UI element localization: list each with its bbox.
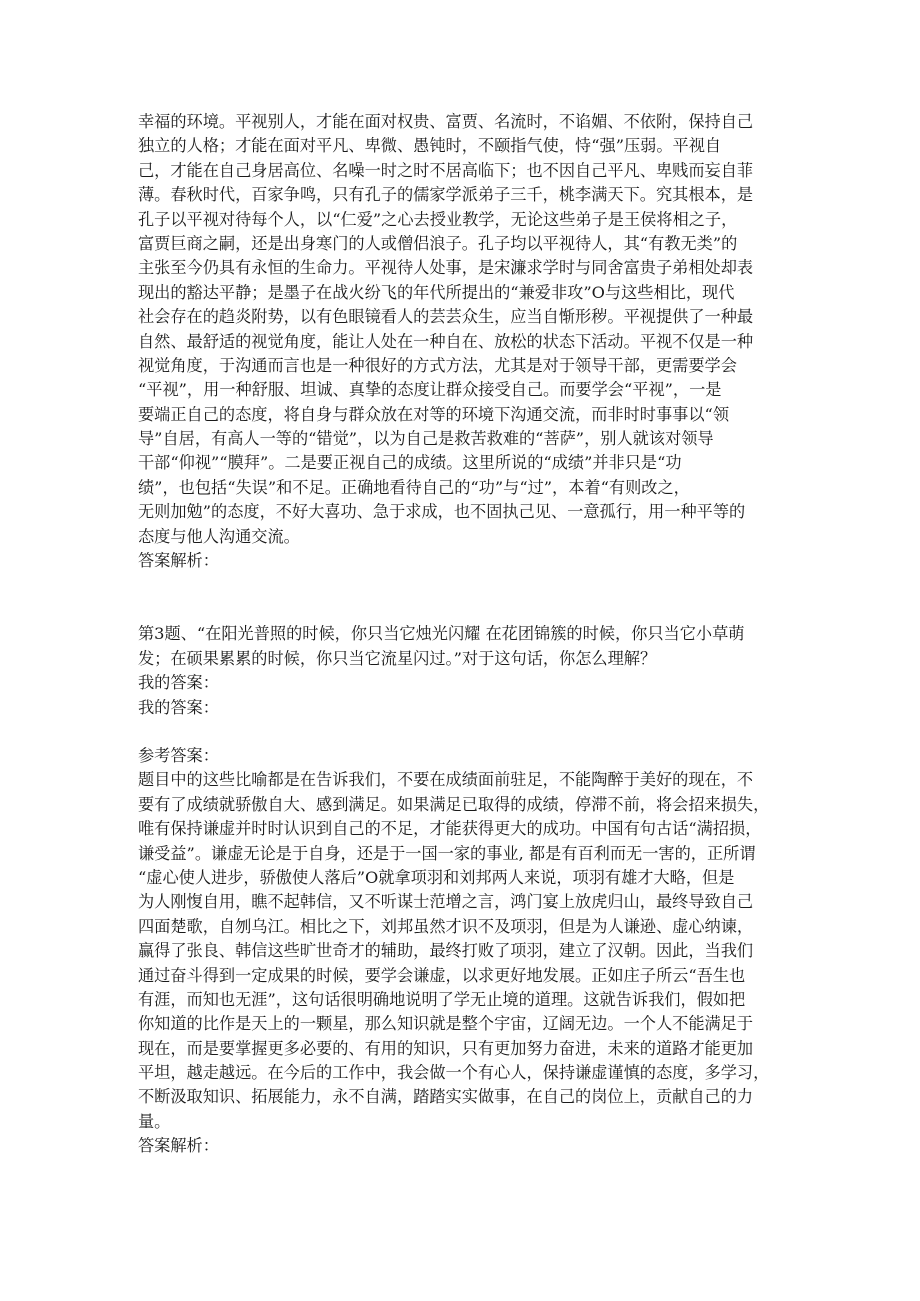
reference-answer-line: 谦受益”。谦虚无论是于自身，还是于一国一家的事业, 都是有百利而无一害的，正所谓: [138, 843, 756, 863]
reference-answer-line: 唯有保持谦虚并时时认识到自己的不足，才能获得更大的成功。中国有句古话“满招损，: [138, 819, 762, 839]
my-answer-label: 我的答案：: [138, 673, 219, 693]
passage-line: 富贾巨商之嗣，还是出身寒门的人或僧侣浪子。孔子均以平视待人，其“有教无类”的: [138, 233, 738, 253]
reference-answer-line: “虚心使人进步，骄傲使人落后”O就拿项羽和刘邦两人来说，项羽有雄才大略，但是: [138, 867, 735, 887]
document-page: [138, 110, 786, 1159]
reference-answer-line: 四面楚歌，自刎乌江。相比之下，刘邦虽然才识不及项羽，但是为人谦逊、虚心纳谏，: [138, 916, 754, 936]
passage-line: “平视”，用一种舒服、坦诚、真挚的态度让群众接受自己。而要学会“平视”，一是: [138, 380, 722, 400]
reference-answer-line: 平坦，越走越远。在今后的工作中，我会做一个有心人，保持谦虚谨慎的态度，多学习，: [138, 1063, 770, 1083]
passage-line: 视觉角度，于沟通而言也是一种很好的方式方法，尤其是对于领导干部，更需要学会: [138, 355, 737, 375]
passage-line: 现出的豁达平静；是墨子在战火纷飞的年代所提出的“兼爱非攻”O与这些相比，现代: [138, 282, 735, 302]
passage-section: [138, 110, 786, 573]
question-text-line: 发；在硕果累累的时候，你只当它流星闪过。”对于这句话，你怎么理解？: [138, 648, 657, 668]
passage-line: 绩”，也包括“失误”和不足。正确地看待自己的“功”与“过”，本着“有则改之，: [138, 477, 690, 497]
question-text-line: 第3题、“在阳光普照的时候，你只当它烛光闪耀 在花团锦簇的时候，你只当它小草萌: [138, 624, 745, 644]
passage-line: 导”自居，有高人一等的“错觉”，以为自己是救苦救难的“菩萨”，别人就该对领导: [138, 429, 714, 449]
reference-answer-line: 有涯，而知也无涯”，这句话很明确地说明了学无止境的道理。这就告诉我们，假如把: [138, 989, 746, 1009]
passage-line: 自然、最舒适的视觉角度，能让人处在一种自在、放松的状态下活动。平视不仅是一种: [138, 331, 754, 351]
passage-line: 主张至今仍具有永恒的生命力。平视待人处事，是宋濂求学时与同舍富贵子弟相处却表: [138, 258, 754, 278]
passage-line: 独立的人格；才能在面对平凡、卑微、愚钝时，不颐指气使，恃“强”压弱。平视自: [138, 136, 722, 156]
my-answer-label: 我的答案：: [138, 697, 219, 717]
question-3-section: [138, 622, 786, 1158]
passage-line: 薄。春秋时代，百家争鸣，只有孔子的儒家学派弟子三千，桃李满天下。究其根本，是: [138, 185, 754, 205]
reference-answer-line: 你知道的比作是天上的一颗星，那么知识就是整个宇宙，辽阔无边。一个人不能满足于: [138, 1014, 754, 1034]
passage-line: 要端正自己的态度，将自身与群众放在对等的环境下沟通交流，而非时时事事以“领: [138, 404, 730, 424]
reference-answer-line: 为人刚愎自用，瞧不起韩信，又不听谋士范增之言，鸿门宴上放虎归山，最终导致自己: [138, 892, 754, 912]
passage-line: 幸福的环境。平视别人，才能在面对权贵、富贾、名流时，不谄媚、不依附，保持自己: [138, 112, 754, 131]
reference-answer-line: 通过奋斗得到一定成果的时候，要学会谦虚，以求更好地发展。正如庄子所云“吾生也: [138, 965, 746, 985]
section-spacer: [138, 573, 786, 622]
passage-line: 无则加勉”的态度，不好大喜功、急于求成，也不固执己见、一意孤行，用一种平等的: [138, 502, 746, 522]
answer-spacer: [138, 720, 786, 744]
reference-answer-line: 要有了成绩就骄傲自大、感到满足。如果满足已取得的成绩，停滞不前，将会招来损失，: [138, 794, 770, 814]
answer-analysis-label: 答案解析：: [138, 551, 219, 571]
answer-analysis-label: 答案解析：: [138, 1136, 219, 1156]
passage-line: 己，才能在自己身居高位、名噪一时之时不居高临下；也不因自己平凡、卑贱而妄自菲: [138, 160, 754, 180]
reference-answer-line: 题目中的这些比喻都是在告诉我们，不要在成绩面前驻足，不能陶醉于美好的现在，不: [138, 770, 754, 790]
reference-answer-line: 赢得了张良、韩信这些旷世奇才的辅助，最终打败了项羽，建立了汉朝。因此，当我们: [138, 941, 754, 961]
passage-line: 干部“仰视”“膜拜”。二是要正视自己的成绩。这里所说的“成绩”并非只是“功: [138, 453, 682, 473]
reference-answer-line: 不断汲取知识、拓展能力，永不自满，踏踏实实做事，在自己的岗位上，贡献自己的力: [138, 1087, 754, 1107]
passage-line: 孔子以平视对待每个人，以“仁爱”之心去授业教学，无论这些弟子是王侯将相之子，: [138, 209, 738, 229]
reference-answer-line: 现在，而是要掌握更多必要的、有用的知识，只有更加努力奋进，未来的道路才能更加: [138, 1038, 754, 1058]
passage-line: 社会存在的趋炎附势，以有色眼镜看人的芸芸众生，应当自惭形秽。平视提供了一种最: [138, 307, 754, 327]
reference-answer-line: 量。: [138, 1111, 171, 1131]
passage-line: 态度与他人沟通交流。: [138, 526, 300, 546]
reference-answer-label: 参考答案：: [138, 745, 219, 765]
